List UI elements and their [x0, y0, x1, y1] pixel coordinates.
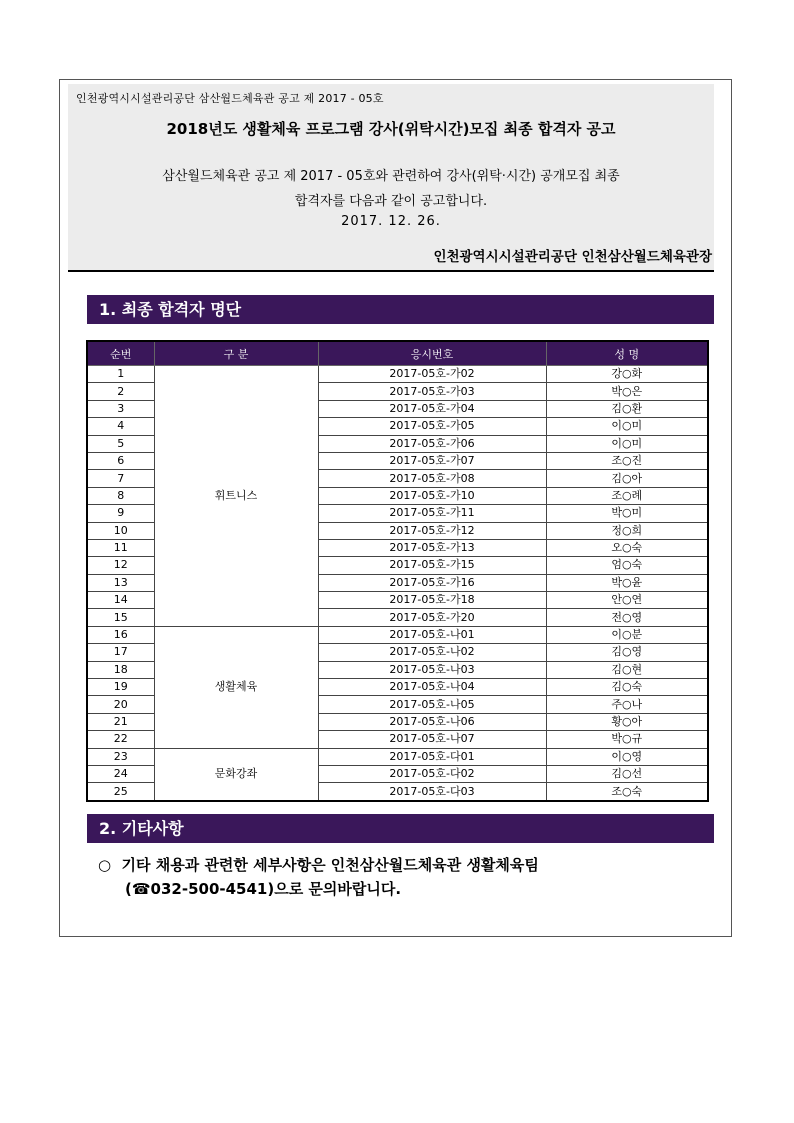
exam-number: 2017-05호-가13: [318, 539, 546, 556]
row-number: 2: [87, 383, 154, 400]
row-number: 6: [87, 452, 154, 469]
applicant-name: 조○진: [546, 452, 708, 469]
row-number: 25: [87, 783, 154, 801]
notice-issuer: 인천광역시시설관리공단 인천삼산월드체육관장: [433, 249, 712, 265]
notice-date: 2017. 12. 26.: [341, 214, 441, 229]
category-cell: 생활체육: [154, 626, 318, 748]
roster-table: [86, 340, 709, 802]
exam-number: 2017-05호-가11: [318, 505, 546, 522]
applicant-name: 박○은: [546, 383, 708, 400]
row-number: 21: [87, 713, 154, 730]
row-number: 1: [87, 366, 154, 383]
header-cell-category: 구 분: [154, 341, 318, 366]
table-row: [87, 748, 708, 765]
row-number: 11: [87, 539, 154, 556]
row-number: 12: [87, 557, 154, 574]
notice-number: 인천광역시시설관리공단 삼산월드체육관 공고 제 2017 - 05호: [76, 92, 384, 105]
contact-note-line-1: [98, 853, 539, 877]
header-cell-exam-number: 응시번호: [318, 341, 546, 366]
applicant-name: 오○숙: [546, 539, 708, 556]
applicant-name: 박○규: [546, 731, 708, 748]
header-divider: [68, 270, 714, 272]
exam-number: 2017-05호-가12: [318, 522, 546, 539]
row-number: 17: [87, 644, 154, 661]
exam-number: 2017-05호-나01: [318, 626, 546, 643]
row-number: 15: [87, 609, 154, 626]
applicant-name: 정○희: [546, 522, 708, 539]
contact-note-text-1: 기타 채용과 관련한 세부사항은 인천삼산월드체육관 생활체육팀: [121, 856, 539, 874]
table-row: [87, 626, 708, 643]
row-number: 19: [87, 679, 154, 696]
exam-number: 2017-05호-나02: [318, 644, 546, 661]
exam-number: 2017-05호-나06: [318, 713, 546, 730]
contact-note: [98, 853, 539, 901]
header-cell-number: 순번: [87, 341, 154, 366]
exam-number: 2017-05호-나05: [318, 696, 546, 713]
exam-number: 2017-05호-가08: [318, 470, 546, 487]
row-number: 24: [87, 765, 154, 782]
row-number: 5: [87, 435, 154, 452]
exam-number: 2017-05호-나07: [318, 731, 546, 748]
row-number: 16: [87, 626, 154, 643]
applicant-name: 황○아: [546, 713, 708, 730]
applicant-name: 이○분: [546, 626, 708, 643]
table-header-row: [87, 341, 708, 366]
applicant-name: 김○선: [546, 765, 708, 782]
row-number: 20: [87, 696, 154, 713]
row-number: 3: [87, 400, 154, 417]
applicant-name: 안○연: [546, 592, 708, 609]
section-1-heading: 1. 최종 합격자 명단: [87, 295, 714, 324]
applicant-name: 이○미: [546, 418, 708, 435]
applicant-name: 전○영: [546, 609, 708, 626]
exam-number: 2017-05호-가05: [318, 418, 546, 435]
applicant-name: 김○숙: [546, 679, 708, 696]
row-number: 23: [87, 748, 154, 765]
category-cell: 휘트니스: [154, 366, 318, 627]
applicant-name: 조○례: [546, 487, 708, 504]
row-number: 22: [87, 731, 154, 748]
exam-number: 2017-05호-가02: [318, 366, 546, 383]
row-number: 4: [87, 418, 154, 435]
exam-number: 2017-05호-가15: [318, 557, 546, 574]
exam-number: 2017-05호-가07: [318, 452, 546, 469]
notice-body-line-1: 삼산월드체육관 공고 제 2017 - 05호와 관련하여 강사(위탁·시간) 공개모집 최종: [162, 169, 620, 184]
row-number: 13: [87, 574, 154, 591]
exam-number: 2017-05호-가18: [318, 592, 546, 609]
exam-number: 2017-05호-가20: [318, 609, 546, 626]
applicant-name: 김○환: [546, 400, 708, 417]
notice-title: 2018년도 생활체육 프로그램 강사(위탁시간)모집 최종 합격자 공고: [166, 120, 616, 138]
applicant-name: 이○영: [546, 748, 708, 765]
exam-number: 2017-05호-가04: [318, 400, 546, 417]
row-number: 14: [87, 592, 154, 609]
exam-number: 2017-05호-가03: [318, 383, 546, 400]
exam-number: 2017-05호-다02: [318, 765, 546, 782]
exam-number: 2017-05호-나03: [318, 661, 546, 678]
applicant-name: 김○영: [546, 644, 708, 661]
roster-body: [87, 366, 708, 801]
row-number: 10: [87, 522, 154, 539]
contact-note-line-2: (☎032-500-4541)으로 문의바랍니다.: [125, 880, 402, 898]
applicant-name: 강○화: [546, 366, 708, 383]
row-number: 8: [87, 487, 154, 504]
applicant-name: 조○숙: [546, 783, 708, 801]
row-number: 18: [87, 661, 154, 678]
applicant-name: 주○나: [546, 696, 708, 713]
section-2-heading: 2. 기타사항: [87, 814, 714, 843]
row-number: 7: [87, 470, 154, 487]
applicant-name: 김○현: [546, 661, 708, 678]
circle-bullet-icon: ○: [98, 856, 112, 874]
notice-body-line-2: 합격자를 다음과 같이 공고합니다.: [294, 194, 488, 209]
exam-number: 2017-05호-가06: [318, 435, 546, 452]
applicant-name: 김○아: [546, 470, 708, 487]
header-cell-name: 성 명: [546, 341, 708, 366]
category-cell: 문화강좌: [154, 748, 318, 801]
exam-number: 2017-05호-가16: [318, 574, 546, 591]
row-number: 9: [87, 505, 154, 522]
exam-number: 2017-05호-나04: [318, 679, 546, 696]
exam-number: 2017-05호-가10: [318, 487, 546, 504]
table-row: [87, 366, 708, 383]
applicant-name: 이○미: [546, 435, 708, 452]
applicant-name: 엄○숙: [546, 557, 708, 574]
exam-number: 2017-05호-다01: [318, 748, 546, 765]
applicant-name: 박○윤: [546, 574, 708, 591]
applicant-name: 박○미: [546, 505, 708, 522]
exam-number: 2017-05호-다03: [318, 783, 546, 801]
